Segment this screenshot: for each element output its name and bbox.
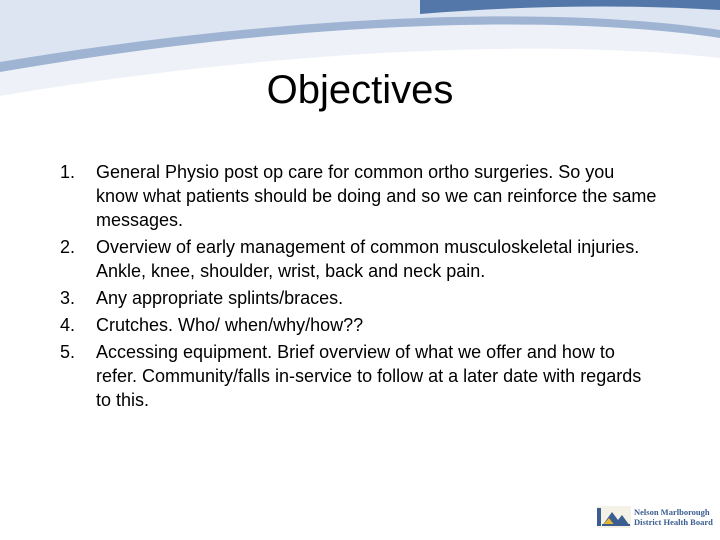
logo-line-1: Nelson Marlborough (634, 507, 710, 517)
slide-title (0, 68, 720, 113)
objective-number: 2. (60, 237, 76, 257)
objective-item (60, 235, 660, 283)
objective-item (60, 340, 660, 412)
slide-title-text: Objectives (266, 68, 454, 112)
objective-number: 1. (60, 162, 76, 182)
objective-number: 4. (60, 315, 76, 335)
objective-number: 5. (60, 342, 76, 362)
objective-text: Accessing equipment. Brief overview of what we offer and how to refer. Community/falls in-service to follow at a later date with regards to this. (96, 342, 642, 410)
nmdhb-logo (597, 504, 715, 532)
objective-item (60, 286, 660, 310)
objective-text: Overview of early management of common musculoskeletal injuries. Ankle, knee, shoulder, wrist, back and neck pain. (96, 237, 640, 281)
logo-line-2: District Health Board (634, 517, 713, 527)
objective-text: Crutches. Who/ when/why/how?? (96, 315, 364, 335)
objective-item (60, 160, 660, 232)
objective-text: General Physio post op care for common ortho surgeries. So you know what patients should be doing and so we can reinforce the same messages. (96, 162, 657, 230)
logo-mountain-icon (597, 506, 631, 528)
objectives-list (60, 160, 660, 415)
objective-number: 3. (60, 288, 76, 308)
logo-text (634, 507, 713, 527)
objective-item (60, 313, 660, 337)
objective-text: Any appropriate splints/braces. (96, 288, 344, 308)
